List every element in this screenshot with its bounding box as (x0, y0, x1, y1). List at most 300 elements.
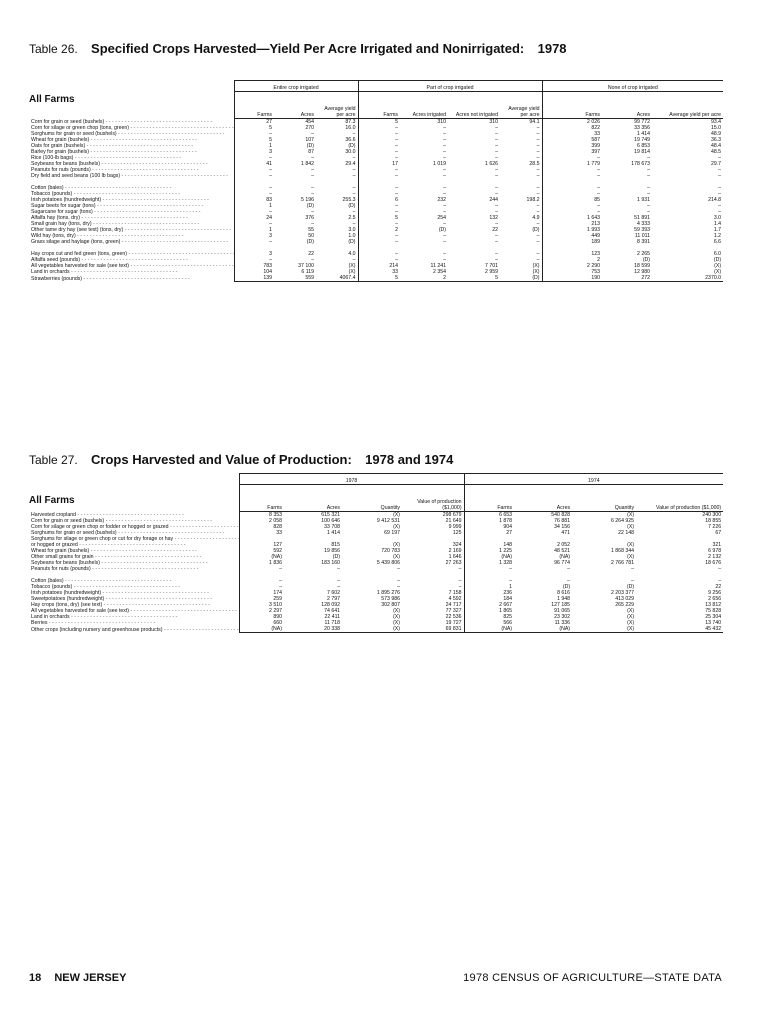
table-cell: 1 (234, 143, 274, 149)
table-cell: – (352, 131, 356, 137)
table-cell: – (234, 257, 274, 263)
table-cell: 9 412 531 (376, 518, 400, 524)
table-cell: (D) (348, 239, 356, 245)
table-cell: – (495, 239, 499, 245)
table-cell: 592 (239, 548, 284, 554)
table-cell: 37 100 (298, 263, 314, 269)
table-cell: 255.3 (342, 197, 356, 203)
table-cell: 22 411 (324, 614, 340, 620)
table-cell: 259 (239, 596, 284, 602)
table-cell: 2 (542, 257, 602, 263)
table-cell: – (234, 173, 274, 179)
table-cell: 6.6 (713, 239, 722, 245)
row-label: Alfalfa hay (tons, dry) - - - (29, 215, 234, 221)
table-cell: – (536, 143, 540, 149)
table-cell: 587 (542, 137, 602, 143)
row-label: Oats for grain (bushels) - - - (29, 143, 234, 149)
table-cell: 59 393 (634, 227, 651, 233)
table-cell: – (443, 125, 447, 131)
row-label: Peanuts for nuts (pounds) - - - (29, 167, 234, 173)
table-cell: 298 679 (442, 512, 462, 518)
table-cell: 397 (542, 149, 602, 155)
table-cell: 4.0 (348, 251, 356, 257)
table-cell: 4.9 (532, 215, 540, 221)
table-cell: – (536, 191, 540, 197)
table-cell: 19 814 (634, 149, 651, 155)
row-label: Land in orchards - - - (29, 269, 234, 275)
table-cell: 174 (239, 590, 284, 596)
table-26-group-header (29, 81, 723, 92)
table-cell: – (358, 173, 400, 179)
table-cell: 27 263 (445, 560, 462, 566)
table-cell: 18 676 (705, 560, 722, 566)
table-cell: 1 (234, 227, 274, 233)
table-26-title (29, 41, 567, 56)
table-cell: – (536, 149, 540, 155)
table-cell: – (536, 137, 540, 143)
table-cell: 3.0 (713, 215, 722, 221)
table-cell: 2 132 (708, 554, 722, 560)
table-cell: 16.0 (345, 125, 356, 131)
table-cell: 720 783 (381, 548, 400, 554)
table-cell: 240 300 (702, 512, 722, 518)
table-cell: 4067.4 (316, 275, 358, 282)
table-cell: – (631, 566, 635, 572)
table-cell: 23 302 (554, 614, 571, 620)
table-cell: 1 865 (464, 608, 514, 614)
table-cell: 6 264 925 (610, 518, 635, 524)
row-label: Wheat for grain (bushels) - - - (29, 548, 239, 554)
table-cell: 29.4 (345, 161, 356, 167)
table-cell: 48 521 (554, 548, 571, 554)
table-cell: – (542, 203, 602, 209)
table-cell: 5 196 (301, 197, 314, 203)
table-cell: – (358, 149, 400, 155)
table-cell: 77 327 (445, 608, 462, 614)
table-cell: 22 (492, 227, 499, 233)
table-cell: 1.4 (713, 221, 722, 227)
table-cell: 2 265 (637, 251, 651, 257)
table-cell: 2 290 (542, 263, 602, 269)
table-cell: – (495, 233, 499, 239)
table-cell: – (495, 251, 499, 257)
column-header: Value of production ($1,000) (402, 485, 464, 512)
table-cell: (X) (532, 269, 540, 275)
table-cell: 1 626 (485, 161, 499, 167)
table-cell: 33 356 (634, 125, 651, 131)
table-cell: 1 842 (301, 161, 314, 167)
table-cell: (NA) (464, 626, 514, 633)
table-cell: – (337, 584, 340, 590)
table-cell: – (358, 185, 400, 191)
table-cell: 30.0 (345, 149, 356, 155)
table-27-group-header (29, 474, 723, 485)
column-header: Acres (514, 485, 572, 512)
table-cell: – (495, 191, 499, 197)
table-cell: (D) (306, 203, 314, 209)
table-cell: 2 (400, 275, 448, 282)
table-cell: – (536, 221, 540, 227)
table-cell: 2 203 377 (610, 590, 635, 596)
table-cell: 783 (234, 263, 274, 269)
table-cell: 2 354 (433, 269, 447, 275)
row-label: Rice (100-lb bags) - - - (29, 155, 234, 161)
table-cell: 454 (305, 119, 314, 125)
row-label: All vegetables harvested for sale (see text) - - - (29, 608, 239, 614)
table-cell: (D) (306, 239, 314, 245)
table-cell: 83 (234, 197, 274, 203)
table-cell: 148 (464, 542, 514, 548)
table-cell: – (495, 221, 499, 227)
table-cell: 1 (234, 203, 274, 209)
table-cell: (D) (306, 143, 314, 149)
table-cell: 69 197 (384, 530, 400, 536)
table-cell: – (443, 191, 447, 197)
table-cell: – (358, 131, 400, 137)
row-label: All vegetables harvested for sale (see text) - - - (29, 263, 234, 269)
table-cell: 41 (234, 161, 274, 167)
table-cell: – (542, 173, 602, 179)
table-cell: (X) (342, 626, 402, 633)
table-cell: – (495, 155, 499, 161)
table-27-body (29, 512, 723, 633)
table-cell: – (234, 185, 274, 191)
table-cell: – (234, 239, 274, 245)
table-cell: (D) (626, 584, 635, 590)
table-cell: – (443, 233, 447, 239)
table-cell: 2.5 (348, 215, 356, 221)
table-cell: – (311, 209, 314, 215)
table-cell: – (495, 185, 499, 191)
row-label: Hay crops cut and fed green (tons, green) - - - (29, 251, 234, 257)
publication-title: 1978 CENSUS OF AGRICULTURE—STATE DATA (463, 972, 722, 984)
table-cell: – (358, 191, 400, 197)
row-label: Corn for silage or green chop (tons, green) - - - (29, 125, 234, 131)
table-cell: – (311, 257, 314, 263)
table-cell: – (311, 191, 314, 197)
table-27-column-header (29, 485, 723, 512)
table-cell: 1 948 (557, 596, 571, 602)
table-cell: 2 297 (239, 608, 284, 614)
table-cell: (X) (627, 554, 635, 560)
table-cell: 99 772 (634, 119, 651, 125)
table-cell: 107 (305, 137, 314, 143)
table-26-heading: Specified Crops Harvested—Yield Per Acre Irrigated and Nonirrigated: (91, 41, 525, 56)
table-cell: – (495, 137, 499, 143)
table-cell: – (358, 155, 400, 161)
table-cell: 87.3 (345, 119, 356, 125)
table-cell: – (358, 167, 400, 173)
table-cell: 36.6 (345, 137, 356, 143)
row-label: Grass silage and haylage (tons, green) - - - (29, 239, 234, 245)
row-label: Other crops (including nursery and greenhouse products) - - - (29, 626, 239, 633)
table-cell: (D) (332, 554, 340, 560)
table-cell: – (358, 125, 400, 131)
table-cell: (X) (627, 524, 635, 530)
table-cell: 1 878 (464, 518, 514, 524)
table-cell: 2 656 (708, 596, 722, 602)
table-cell: – (718, 209, 722, 215)
table-cell: – (495, 209, 499, 215)
row-label: Hay crops (tons, dry) (see text) - - - (29, 602, 239, 608)
table-26 (29, 80, 723, 282)
table-cell: – (536, 131, 540, 137)
column-header: Acres not irrigated (448, 92, 500, 119)
table-cell: (NA) (514, 626, 572, 633)
table-cell: – (443, 137, 447, 143)
table-cell: (X) (348, 263, 356, 269)
table-cell: 5 (448, 275, 500, 282)
table-cell: 94.1 (529, 119, 540, 125)
table-cell: 566 (464, 620, 514, 626)
table-cell: 76 881 (554, 518, 571, 524)
table-cell: – (542, 185, 602, 191)
table-cell: – (647, 173, 651, 179)
table-cell: 2 766 781 (610, 560, 635, 566)
table-cell: – (718, 155, 722, 161)
table-cell: 125 (452, 530, 462, 536)
table-cell: (X) (393, 608, 400, 614)
table-cell: – (647, 155, 651, 161)
table-cell: – (352, 155, 356, 161)
table-row (29, 275, 723, 282)
row-label: Corn for grain or seed (bushels) - - - (29, 119, 234, 126)
table-cell: – (358, 143, 400, 149)
table-cell: 20 338 (284, 626, 342, 633)
row-label: Sorghums for silage or green chop or cut for dry forage or hay - - - (29, 536, 239, 542)
table-cell: – (536, 155, 540, 161)
table-cell: 28.5 (529, 161, 540, 167)
table-cell: 6 119 (301, 269, 314, 275)
table-cell: (D) (348, 203, 356, 209)
table-cell: 7 158 (448, 590, 462, 596)
table-cell: 100 646 (321, 518, 340, 524)
table-cell: 12 980 (634, 269, 651, 275)
table-cell: – (234, 131, 274, 137)
table-cell: – (239, 566, 284, 572)
table-cell: 67 (715, 530, 722, 536)
table-cell: (D) (532, 227, 540, 233)
table-cell: 1.2 (713, 233, 722, 239)
table-cell: 55 (308, 227, 314, 233)
table-cell: – (647, 167, 651, 173)
table-cell: – (443, 251, 447, 257)
row-label: Peanuts for nuts (pounds) - - - (29, 566, 239, 572)
row-label: Alfalfa seed (pounds) - - - (29, 257, 234, 263)
column-header: Farms (358, 92, 400, 119)
table-cell: 7 602 (327, 590, 340, 596)
table-cell: 376 (305, 215, 314, 221)
table-cell: 1 895 276 (376, 590, 400, 596)
table-cell: – (358, 209, 400, 215)
table-cell: – (443, 149, 447, 155)
table-cell: – (458, 584, 462, 590)
table-cell: 825 (464, 614, 514, 620)
column-header: Farms (239, 485, 284, 512)
table-cell: 324 (452, 542, 462, 548)
table-cell: – (495, 131, 499, 137)
table-cell: 33 (358, 269, 400, 275)
table-cell: 8 391 (637, 239, 651, 245)
table-cell: 5 (358, 215, 400, 221)
table-cell: 69 831 (402, 626, 464, 633)
row-label: Strawberries (pounds) - - - (29, 275, 234, 282)
table-cell: 6 853 (637, 143, 651, 149)
table-cell: 3 (234, 251, 274, 257)
table-cell: 11 241 (430, 263, 447, 269)
table-cell: – (536, 209, 540, 215)
table-cell: 1.0 (348, 233, 356, 239)
table-cell: 5 (358, 275, 400, 282)
table-cell: 1 931 (637, 197, 651, 203)
row-label: or hogged or grazed - - - (29, 542, 239, 548)
table-cell: 272 (602, 275, 652, 282)
table-cell: 399 (542, 143, 602, 149)
table-27-section: All Farms (29, 495, 75, 506)
table-27-heading: Crops Harvested and Value of Production: (91, 452, 352, 467)
table-cell: 753 (542, 269, 602, 275)
table-cell: 822 (542, 125, 602, 131)
table-cell: – (239, 584, 284, 590)
table-cell: (X) (348, 269, 356, 275)
table-cell: 96 774 (554, 560, 571, 566)
table-cell: 93.4 (710, 119, 722, 125)
table-26-year: 1978 (537, 41, 567, 56)
table-27-year: 1978 and 1974 (365, 452, 454, 467)
table-cell: 3 510 (239, 602, 284, 608)
table-26-column-header (29, 92, 723, 119)
table-cell: 9 999 (448, 524, 462, 530)
column-header: Farms (464, 485, 514, 512)
column-header: Quantity (572, 485, 636, 512)
table-cell: – (234, 191, 274, 197)
table-cell: 2 052 (557, 542, 571, 548)
table-cell: 214.8 (708, 197, 722, 203)
table-cell: 22 (308, 251, 314, 257)
table-cell: 127 185 (551, 602, 571, 608)
table-cell: 2 169 (448, 548, 462, 554)
table-cell: 890 (239, 614, 284, 620)
table-cell: – (311, 221, 314, 227)
table-cell: 815 (331, 542, 340, 548)
row-label: Small grain hay (tons, dry) - - - (29, 221, 234, 227)
table-cell: 559 (274, 275, 316, 282)
table-cell: 5 (234, 137, 274, 143)
table-cell: 310 (489, 119, 499, 125)
table-cell: 19 749 (634, 137, 651, 143)
table-cell: – (718, 167, 722, 173)
table-cell: – (443, 143, 447, 149)
table-cell: – (464, 566, 514, 572)
table-cell: (D) (562, 584, 571, 590)
table-cell: 22 148 (618, 530, 635, 536)
table-cell: – (647, 185, 651, 191)
table-cell: 178 673 (631, 161, 651, 167)
table-cell: 270 (305, 125, 314, 131)
table-cell: 13 740 (705, 620, 722, 626)
table-cell: – (495, 257, 499, 263)
table-cell: – (536, 203, 540, 209)
row-label: Soybeans for beans (bushels) - - - (29, 560, 239, 566)
table-cell: – (358, 251, 400, 257)
table-cell: (X) (532, 263, 540, 269)
column-header: Acres (284, 485, 342, 512)
table-cell: (X) (393, 524, 400, 530)
row-label: Harvested cropland - - - (29, 512, 239, 519)
table-cell: – (567, 578, 571, 584)
table-cell: 540 828 (551, 512, 571, 518)
table-cell: 189 (542, 239, 602, 245)
table-cell: (X) (393, 512, 400, 518)
table-cell: 75 828 (705, 608, 722, 614)
table-cell: 85 (542, 197, 602, 203)
table-cell: – (443, 173, 447, 179)
table-cell: 1 414 (327, 530, 340, 536)
table-cell: – (443, 203, 447, 209)
table-cell: 413 029 (615, 596, 635, 602)
table-cell: – (397, 584, 400, 590)
table-cell: 7 226 (708, 524, 722, 530)
column-header: Farms (234, 92, 274, 119)
column-header: Acres irrigated (400, 92, 448, 119)
table-cell: (X) (627, 614, 635, 620)
table-cell: (X) (714, 269, 722, 275)
column-header: Average yield per acre (316, 92, 358, 119)
row-label: Wild hay (tons, dry) - - - (29, 233, 234, 239)
table-cell: – (495, 203, 499, 209)
table-cell: – (495, 149, 499, 155)
table-cell: 615 321 (321, 512, 340, 518)
table-cell: – (458, 566, 462, 572)
table-cell: 5 439 806 (376, 560, 400, 566)
table-cell: – (311, 155, 314, 161)
table-cell: 5 (358, 119, 400, 126)
table-cell: 8 616 (557, 590, 571, 596)
table-cell: – (397, 578, 400, 584)
table-cell: (D) (713, 257, 722, 263)
table-cell: – (234, 221, 274, 227)
table-cell: 2 (358, 227, 400, 233)
table-27 (29, 473, 723, 633)
table-cell: 45 432 (636, 626, 723, 633)
table-cell: – (352, 185, 356, 191)
column-header: Value of production ($1,000) (636, 485, 723, 512)
table-cell: – (536, 125, 540, 131)
table-27-number: Table 27. (29, 453, 78, 467)
table-cell: 21 649 (445, 518, 462, 524)
table-cell: (X) (627, 512, 635, 518)
table-cell: 184 (464, 596, 514, 602)
column-header: Average yield per acre (652, 92, 723, 119)
table-cell: 1 (464, 584, 514, 590)
table-cell: – (358, 257, 400, 263)
table-cell: (D) (500, 275, 542, 282)
table-cell: (D) (642, 257, 651, 263)
table-cell: – (536, 173, 540, 179)
table-cell: 51 891 (634, 215, 651, 221)
table-cell: 33 (239, 530, 284, 536)
table-27-title (29, 452, 453, 467)
table-cell: – (443, 167, 447, 173)
group-header: None of crop irrigated (542, 81, 723, 92)
table-26-number: Table 26. (29, 42, 78, 56)
table-cell: – (718, 566, 722, 572)
table-cell: (D) (348, 143, 356, 149)
table-cell: – (464, 578, 514, 584)
table-cell: 1 646 (448, 554, 462, 560)
table-cell: – (443, 185, 447, 191)
table-cell: 11 718 (324, 620, 340, 626)
